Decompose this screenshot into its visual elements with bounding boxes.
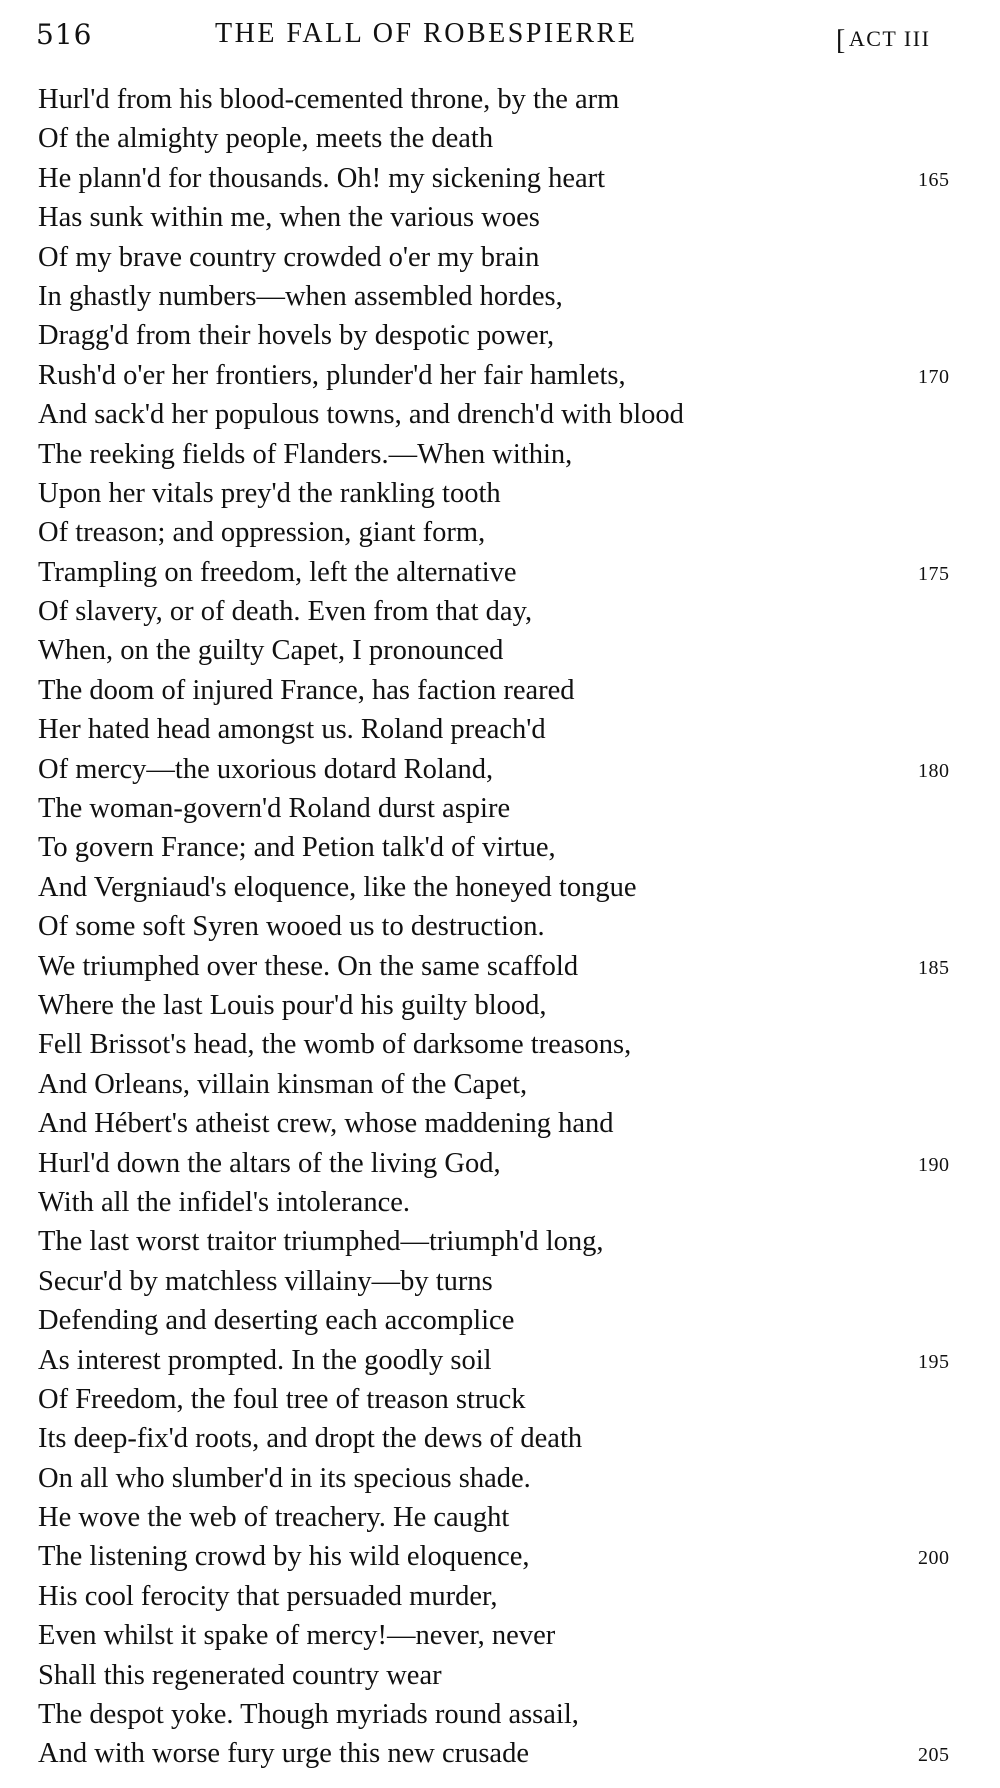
verse-line-text: His cool ferocity that persuaded murder, <box>38 1580 498 1612</box>
verse-line <box>38 1616 978 1655</box>
verse-line <box>38 513 978 552</box>
verse-line <box>38 1025 978 1064</box>
verse-line-text: The despot yoke. Though myriads round assail, <box>38 1699 579 1731</box>
verse-body <box>38 80 978 1774</box>
verse-line-text: On all who slumber'd in its specious shade. <box>38 1462 531 1494</box>
verse-line-text: Hurl'd from his blood-cemented throne, by the arm <box>38 84 620 115</box>
verse-line <box>38 710 978 749</box>
verse-line-text: In ghastly numbers—when assembled hordes, <box>38 280 563 312</box>
verse-line-text: Rush'd o'er her frontiers, plunder'd her fair hamlets, <box>38 359 626 391</box>
verse-line <box>38 1183 978 1222</box>
verse-line-text: Upon her vitals prey'd the rankling tooth <box>38 477 501 509</box>
verse-line-text: And Vergniaud's eloquence, like the honeyed tongue <box>38 871 637 903</box>
running-title: THE FALL OF ROBESPIERRE <box>215 18 638 49</box>
verse-line <box>38 868 978 907</box>
verse-line-text: And Hébert's atheist crew, whose maddening hand <box>38 1108 614 1140</box>
verse-line <box>38 395 978 434</box>
verse-line <box>38 1734 978 1773</box>
page-number: 516 <box>36 18 93 51</box>
line-number: 195 <box>918 1350 950 1373</box>
verse-line-text: The reeking fields of Flanders.—When within, <box>38 438 573 470</box>
verse-line <box>38 159 978 198</box>
verse-line <box>38 1262 978 1301</box>
verse-line-text: The listening crowd by his wild eloquence, <box>38 1541 530 1573</box>
verse-line-text: The doom of injured France, has faction reared <box>38 674 575 706</box>
verse-line <box>38 1537 978 1576</box>
verse-line-text: As interest prompted. In the goodly soil <box>38 1344 492 1376</box>
line-number: 180 <box>918 759 950 782</box>
verse-line <box>38 1301 978 1340</box>
verse-line <box>38 1459 978 1498</box>
line-number: 175 <box>918 562 950 585</box>
verse-line <box>38 1498 978 1537</box>
verse-line <box>38 789 978 828</box>
verse-line-text: Of Freedom, the foul tree of treason struck <box>38 1383 526 1415</box>
verse-line-text: And sack'd her populous towns, and drench'd with blood <box>38 399 684 431</box>
verse-line-text: Defending and deserting each accomplice <box>38 1305 515 1337</box>
verse-line <box>38 1144 978 1183</box>
verse-line-text: Of treason; and oppression, giant form, <box>38 517 486 549</box>
verse-line <box>38 1419 978 1458</box>
act-text: ACT III <box>848 26 931 51</box>
verse-line-text: He plann'd for thousands. Oh! my sickening heart <box>38 162 606 194</box>
verse-line <box>38 750 978 789</box>
verse-line <box>38 277 978 316</box>
verse-line <box>38 947 978 986</box>
verse-line-text: Of some soft Syren wooed us to destruction. <box>38 911 545 943</box>
verse-line-text: Trampling on freedom, left the alternative <box>38 556 517 588</box>
line-number: 190 <box>918 1153 950 1176</box>
verse-line <box>38 828 978 867</box>
verse-line <box>38 907 978 946</box>
verse-line-text: Where the last Louis pour'd his guilty blood, <box>38 989 547 1021</box>
verse-line <box>38 1104 978 1143</box>
verse-line-text: Her hated head amongst us. Roland preach'd <box>38 714 546 746</box>
verse-line-text: Has sunk within me, when the various woes <box>38 202 540 234</box>
verse-line <box>38 986 978 1025</box>
verse-line <box>38 356 978 395</box>
verse-line-text: Even whilst it spake of mercy!—never, never <box>38 1620 556 1652</box>
verse-line-text: Of my brave country crowded o'er my brain <box>38 241 540 273</box>
verse-line-text: Shall this regenerated country wear <box>38 1659 442 1691</box>
verse-line-text: With all the infidel's intolerance. <box>38 1186 410 1218</box>
verse-line <box>38 119 978 158</box>
line-number: 170 <box>918 365 950 388</box>
verse-line-text: Of slavery, or of death. Even from that day, <box>38 596 533 628</box>
verse-line-text: Of the almighty people, meets the death <box>38 123 494 155</box>
line-number: 205 <box>918 1744 950 1767</box>
verse-line <box>38 1341 978 1380</box>
verse-line <box>38 1695 978 1734</box>
verse-line-text: Secur'd by matchless villainy—by turns <box>38 1265 493 1297</box>
verse-line <box>38 631 978 670</box>
verse-line-text: Hurl'd down the altars of the living God, <box>38 1147 501 1179</box>
verse-line <box>38 1380 978 1419</box>
act-bracket: [ <box>836 25 847 56</box>
verse-line-text: Its deep-fix'd roots, and dropt the dews of death <box>38 1423 583 1455</box>
verse-line-text: To govern France; and Petion talk'd of virtue, <box>38 832 556 864</box>
verse-line <box>38 474 978 513</box>
verse-line <box>38 80 978 119</box>
verse-line-text: He wove the web of treachery. He caught <box>38 1502 510 1534</box>
verse-line <box>38 1656 978 1695</box>
page-header <box>0 18 1000 58</box>
verse-line-text: Dragg'd from their hovels by despotic power, <box>38 320 555 352</box>
verse-line-text: Fell Brissot's head, the womb of darksome treasons, <box>38 1029 632 1061</box>
verse-line <box>38 671 978 710</box>
act-label <box>836 22 930 54</box>
verse-line-text: When, on the guilty Capet, I pronounced <box>38 635 504 667</box>
verse-line <box>38 553 978 592</box>
verse-line-text: The woman-govern'd Roland durst aspire <box>38 793 511 825</box>
verse-line-text: Of mercy—the uxorious dotard Roland, <box>38 753 494 785</box>
verse-line-text: And Orleans, villain kinsman of the Capet, <box>38 1068 528 1100</box>
verse-line <box>38 1577 978 1616</box>
verse-line-text: And with worse fury urge this new crusade <box>38 1738 529 1770</box>
verse-line <box>38 1065 978 1104</box>
verse-line <box>38 316 978 355</box>
verse-line-text: We triumphed over these. On the same scaffold <box>38 950 579 982</box>
verse-line <box>38 238 978 277</box>
verse-line <box>38 592 978 631</box>
verse-line <box>38 198 978 237</box>
line-number: 185 <box>918 956 950 979</box>
verse-line <box>38 435 978 474</box>
line-number: 165 <box>918 168 950 191</box>
verse-line-text: The last worst traitor triumphed—triumph'd long, <box>38 1226 604 1258</box>
line-number: 200 <box>918 1547 950 1570</box>
verse-line <box>38 1222 978 1261</box>
